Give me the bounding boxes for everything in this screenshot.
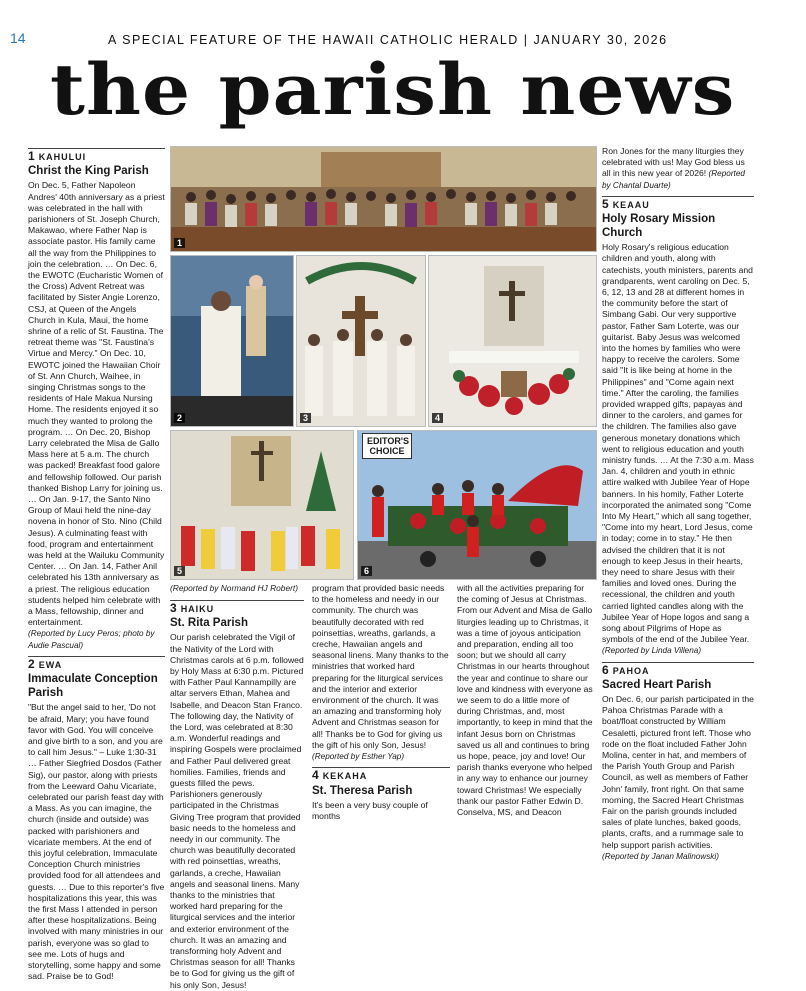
- section-body-kekaha-part1: It's been a very busy couple of months: [312, 799, 428, 821]
- editors-choice-badge: EDITOR'S CHOICE: [362, 433, 412, 459]
- photo-2-image: [171, 256, 293, 426]
- photo-pahoa-parade-float: [357, 430, 597, 580]
- photo-number: 4: [432, 413, 443, 423]
- left-column: [28, 146, 165, 982]
- section-credit-haiku: (Reported by Esther Yap): [312, 752, 405, 762]
- photo-number: 5: [174, 566, 185, 576]
- photo-church-interior: [428, 255, 597, 427]
- section-body-pahoa: On Dec. 6, our parish participated in the Pahoa Christmas Parade with a boat/float constructed by William Cesaletti, pictured front left. Those who rode on the float included Father John Molina, center in hat, and members of the Parish Youth Group and Parish Council, as well as members of Father John' family, front right. On that same morning, the Sacred Heart Christmas Fair on the parish grounds included sales of plate lunches, baked goods, plants, crafts, and a rummage sale to help support parish activities.: [602, 694, 754, 850]
- section-number: 5: [602, 196, 609, 211]
- section-body-kekaha-part3: [602, 146, 754, 191]
- section-header-kekaha: [312, 767, 450, 782]
- feature-line: A SPECIAL FEATURE OF THE HAWAII CATHOLIC HERALD | JANUARY 30, 2026: [108, 33, 668, 47]
- section-body-kekaha-part2: with all the activities preparing for the coming of Jesus at Christmas. From our Advent and Misa de Gallo liturgies leading up to Christmas, it was a time of joyous anticipation and preparation, ending all too soon; but we should all carry Christmas in our hearts throughout the year and continue to share our love and kindness with everyone as we seem to do a little more of during Christmas, and, most importantly, to keep in mind that the infant Jesus born on Christmas saved us all and continues to bring us hope, peace, joy and love! Our parish thanks everyone who helped in any way to enhance our journey toward Christmas! We especially thank our pastor Father Edwin D. Conselva, MS, and Deacon: [457, 583, 593, 818]
- column-3: [312, 583, 450, 821]
- section-number: 4: [312, 768, 319, 783]
- section-number: 6: [602, 662, 609, 677]
- section-location: KEAAU: [612, 199, 650, 210]
- section-credit-kekaha: (Reported by Chantal Duarte): [602, 169, 745, 190]
- section-location: KEKAHA: [322, 771, 368, 782]
- section-title-pahoa: Sacred Heart Parish: [602, 679, 712, 692]
- section-title-keaau: Holy Rosary Mission Church: [602, 213, 716, 240]
- section-header-keaau: [602, 196, 754, 211]
- kekaha-part3-text: Ron Jones for the many liturgies they celebrated with us! May God bless us all in this new year of 2026!: [602, 146, 745, 179]
- photo-st-rita-altar: [296, 255, 426, 427]
- section-number: 1: [28, 149, 35, 163]
- photo-number: 3: [300, 413, 311, 423]
- section-location: PAHOA: [612, 665, 650, 676]
- section-title-kahului: Christ the King Parish: [28, 165, 149, 178]
- photo-4-image: [429, 256, 596, 426]
- section-title-haiku: St. Rita Parish: [170, 617, 248, 630]
- section-body-kahului: On Dec. 5, Father Napoleon Andres' 40th anniversary as a priest was celebrated in the hall with parishioners of St. Joseph Church, Makawao, where Father Nap is associate pastor. His family came all the way from the Philippines to join the celebration. … On Dec. 6, the EWOTC (Eucharistic Women of the Cross) Advent Retreat was facilitated by Sister Angie Lorenzo, CSJ, at Queen of the Angels Church in Kula, Maui, the home shrine of a relic of St. Faustina. The retreat theme was "St. Faustina's Virtue and Mercy." On Dec. 10, EWOTC joined the Hawaiian Choir of St. Ann Church, Waihee, in singing Christmas songs to the residents of Hale Makua Nursing Home. The residents enjoyed it so much they wanted to prolong the program. … On Dec. 20, Bishop Larry celebrated the Misa de Gallo Mass here at 5 a.m. The church was packed! Breakfast food galore and fellowship followed. Our parish thanked Bishop Larry for joining us. … On Jan. 9-17, the Santo Nino Group of Maui held the nine-day novena in honor of Sto. Nino (Child Jesus). A culminating feast with food, program and entertainment was held at the Wailuku Community Center. … On Jan. 14, Father Anil celebrated his 13th anniversary as a priest. The religious education students helped him celebrate with a Mass, fellowship, dinner and entertainment.: [28, 180, 165, 628]
- masthead-title: the parish news: [50, 48, 736, 131]
- section-number: 3: [170, 601, 177, 615]
- section-header-kahului: [28, 148, 165, 163]
- photo-jubilee-children: [170, 430, 354, 580]
- photo-group-christ-the-king: [170, 146, 597, 252]
- section-credit-kahului: (Reported by Lucy Peros; photo by Audie Pascual): [28, 629, 155, 650]
- section-title-ewa: Immaculate Conception Parish: [28, 673, 158, 700]
- section-header-pahoa: [602, 662, 754, 677]
- section-credit-keaau: (Reported by Linda Villena): [602, 646, 702, 656]
- photo-number: 1: [174, 238, 185, 248]
- section-header-ewa: [28, 656, 165, 671]
- page-number: 14: [10, 30, 26, 46]
- section-location: HAIKU: [180, 604, 215, 614]
- photo-christ-the-king-2: [170, 255, 294, 427]
- section-location: EWA: [38, 660, 63, 671]
- section-location: KAHULUI: [38, 152, 87, 162]
- section-body-haiku: Our parish celebrated the Vigil of the Nativity of the Lord with Christmas carols at 6 p.m. followed by Holy Mass at 6:30 p.m. Pictured with Father Paul Kannampilly are altar servers Ethan, Mahea and Isabelle, and Deacon Stan Franco. The following day, the Nativity of the Lord, was celebrated at 8:30 a.m. Wonderful readings and inspiring Gospels were proclaimed and Father Paul delivered great homilies. Families, friends and guests filled the pews. Parishioners generously participated in the Christmas Giving Tree program that provided basic needs to the homeless and needy in our community. The church was beautifully decorated with red poinsettias, wreaths, garlands, a creche, Hawaiian angels and seasonal linens. Many thanks to the ministries that worked hard preparing for the liturgical services and the interior and exterior environment of the church. It was an amazing and transforming holy Advent and Christmas season for all! Thanks be to God for giving us the gift of his only Son, Jesus!: [170, 632, 304, 990]
- section-body-haiku-continued: program that provided basic needs to the homeless and needy in our community. The church was beautifully decorated with red poinsettias, wreaths, garlands, a creche, Hawaiian angels and seasonal linens. Many thanks to the ministries that worked hard preparing for the liturgical services and the interior and exterior environment of the church. It was an amazing and transforming holy Advent and Christmas season for all! Thanks be to God for giving us the gift of his only Son, Jesus! (Reported by Esther Yap): [312, 583, 449, 762]
- photo-5-image: [171, 431, 353, 579]
- section-number: 2: [28, 657, 35, 672]
- column-kekaha-continued: [457, 583, 595, 818]
- section-credit-pahoa: (Reported by Janan Malinowski): [602, 851, 719, 861]
- section-body-ewa: "But the angel said to her, 'Do not be afraid, Mary; you have found favor with God. You will conceive and give birth to a son, and you are to call him Jesus." – Luke 1:30-31 … Father Siegfried Dosdos (Father Sig), our pastor, along with priests from the Leeward Oahu Vicariate, celebrated our parish feast day with a Mass. As you can imagine, the church (inside and outside) was packed with parishioners and vicariate members. At the end of this joyful celebration, Immaculate Conception Church ministries provided food for all attendees and guests. … Due to this reporter's five hospitalizations this year, this was the first Mass I attended in person after these hospitalizations. Being involved with many ministries in our parish, everyone was so glad to see me. Lots of hugs and storytelling, some happy and some sad. Praise be to God!: [28, 702, 165, 982]
- column-haiku: [170, 598, 304, 990]
- section-header-haiku: [170, 600, 304, 615]
- section-body-keaau: Holy Rosary's religious education children and youth, along with catechists, youth ministers, parents and grandparents, went caroling on Dec. 5, 6, 12, 13 and 28 at different homes in the community before the start of Simbang Gabi. Our very supportive pastor, Father Sam Loterte, was our guitarist. Baby Jesus was welcomed into the homes by families who were happy to receive the carolers. Some said "It is like being at home in the Philippines" and "Come again next time." After the caroling, the families provided wrapped gifts, papayas and dinner to the carolers, and games for the children. The families also gave generous monetary donations which went to religious education and youth ministry funds. … At the 7:30 a.m. Mass Jan. 4, children and youth in ethnic attire walked with Jubilee Year of Hope banners. In his homily, Father Loterte incorporated the animated song "Come Into My Heart," which all sang together, "Come into my heart, Lord Jesus, come in today; come in to stay." He then advised the children that it is not enough to keep Jesus in their hearts, they need to share Jesus with their families and loved ones. During the recessional, the children and youth carried lighted candles along with the Jubilee Year of Hope logos and sang a song about Pilgrims of Hope as symbols of the end of the Jubilee Year.: [602, 242, 754, 645]
- photo-number: 2: [174, 413, 185, 423]
- caption-haiku-credit: (Reported by Normand HJ Robert): [170, 583, 299, 593]
- photo-3-image: [297, 256, 425, 426]
- section-title-kekaha: St. Theresa Parish: [312, 784, 413, 797]
- photo-number: 6: [361, 566, 372, 576]
- right-column: [602, 146, 754, 861]
- photo-1-image: [171, 147, 596, 251]
